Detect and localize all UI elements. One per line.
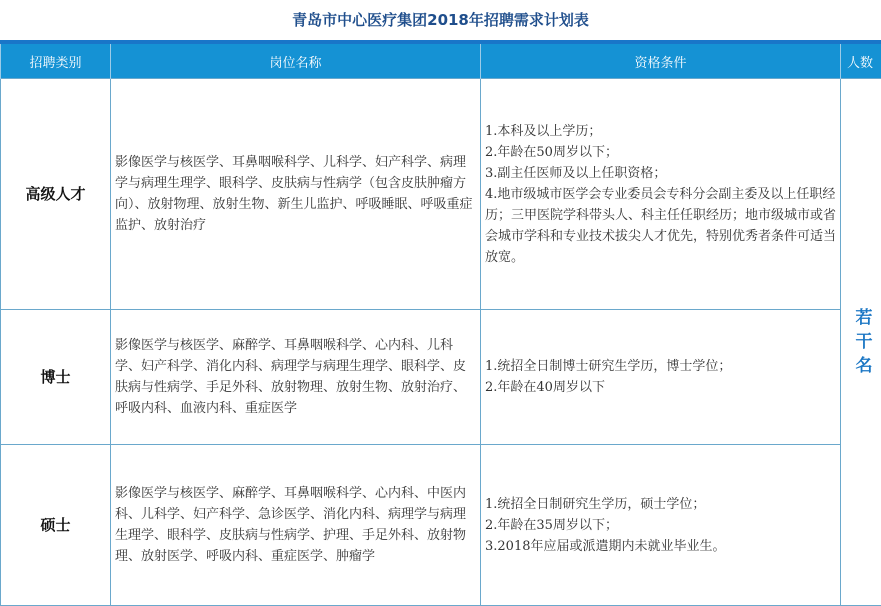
requirement-line: 1.统招全日制研究生学历，硕士学位； bbox=[485, 494, 836, 515]
requirements-cell bbox=[481, 310, 841, 445]
requirement-line: 3.2018年应届或派遣期内未就业毕业生。 bbox=[485, 536, 836, 557]
requirement-line: 3.副主任医师及以上任职资格； bbox=[485, 163, 836, 184]
count-cell bbox=[841, 79, 881, 606]
requirement-line: 2.年龄在40周岁以下 bbox=[485, 377, 836, 398]
category-cell: 博士 bbox=[1, 310, 111, 445]
header-category: 招聘类别 bbox=[1, 44, 111, 79]
header-count: 人数 bbox=[841, 44, 881, 79]
recruitment-table bbox=[0, 44, 881, 606]
table-row bbox=[1, 310, 881, 445]
table-row bbox=[1, 445, 881, 606]
header-requirements: 资格条件 bbox=[481, 44, 841, 79]
positions-cell: 影像医学与核医学、耳鼻咽喉科学、儿科学、妇产科学、病理学与病理生理学、眼科学、皮肤病与性病学（包含皮肤肿瘤方向）、放射物理、放射生物、新生儿监护、呼吸睡眠、呼吸重症监护、放射治疗 bbox=[111, 79, 481, 310]
requirement-line: 1.本科及以上学历； bbox=[485, 121, 836, 142]
requirement-line: 1.统招全日制博士研究生学历，博士学位； bbox=[485, 356, 836, 377]
requirement-line: 2.年龄在35周岁以下； bbox=[485, 515, 836, 536]
count-text: 若干名 bbox=[854, 306, 874, 378]
table-header-row bbox=[1, 44, 881, 79]
positions-cell: 影像医学与核医学、麻醉学、耳鼻咽喉科学、心内科、儿科学、妇产科学、消化内科、病理学与病理生理学、眼科学、皮肤病与性病学、手足外科、放射物理、放射生物、放射治疗、呼吸内科、血液内科、重症医学 bbox=[111, 310, 481, 445]
requirements-cell bbox=[481, 445, 841, 606]
positions-cell: 影像医学与核医学、麻醉学、耳鼻咽喉科学、心内科、中医内科、儿科学、妇产科学、急诊医学、消化内科、病理学与病理生理学、眼科学、皮肤病与性病学、护理、手足外科、放射物理、放射医学、呼吸内科、重症医学、肿瘤学 bbox=[111, 445, 481, 606]
table-row bbox=[1, 79, 881, 310]
category-cell: 高级人才 bbox=[1, 79, 111, 310]
category-cell: 硕士 bbox=[1, 445, 111, 606]
header-positions: 岗位名称 bbox=[111, 44, 481, 79]
requirement-line: 4.地市级城市医学会专业委员会专科分会副主委及以上任职经历；三甲医院学科带头人、科主任任职经历；地市级城市或省会城市学科和专业技术拔尖人才优先，特别优秀者条件可适当放宽。 bbox=[485, 184, 836, 268]
requirements-cell bbox=[481, 79, 841, 310]
page-title: 青岛市中心医疗集团2018年招聘需求计划表 bbox=[0, 0, 881, 40]
requirement-line: 2.年龄在50周岁以下； bbox=[485, 142, 836, 163]
